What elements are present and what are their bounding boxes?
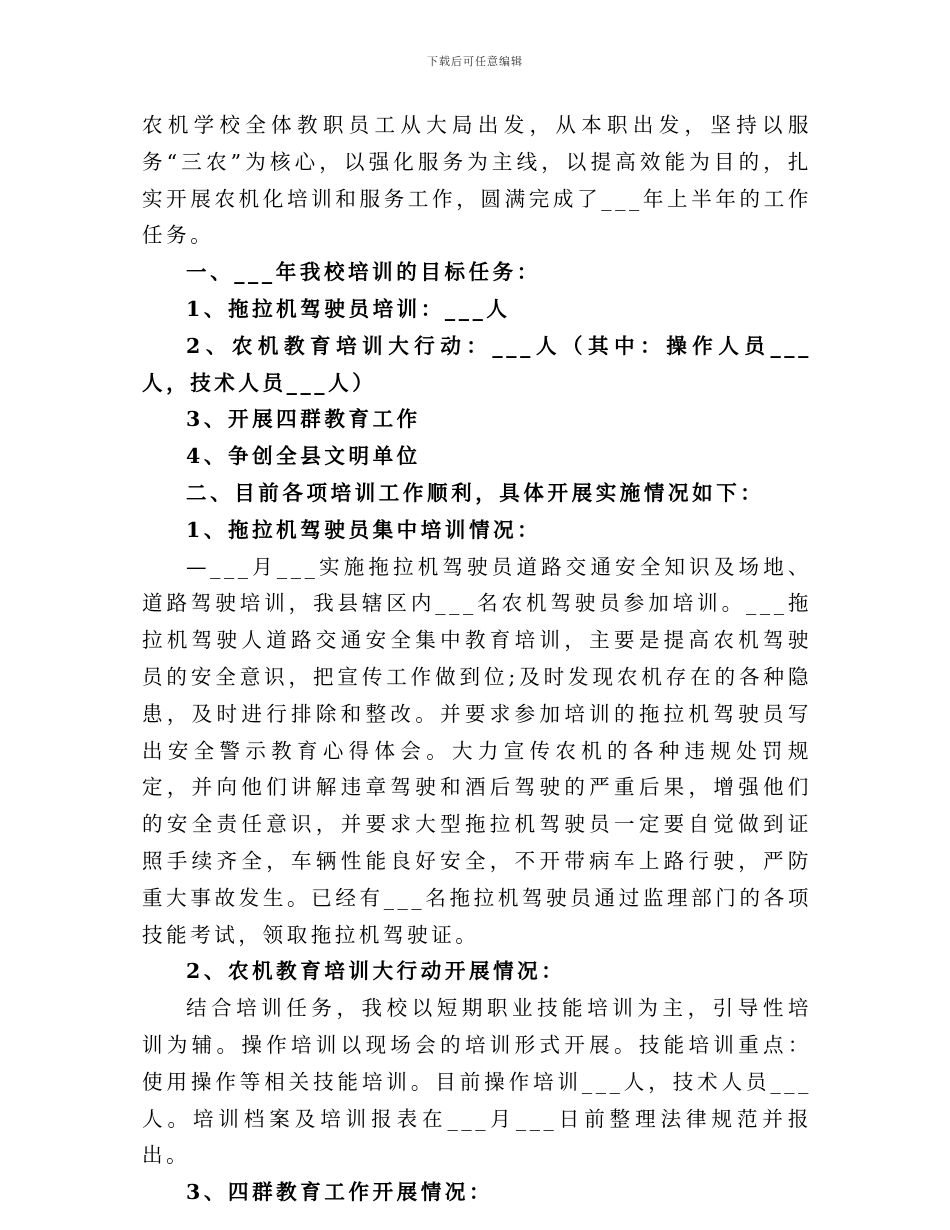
tractor-training-paragraph: —___月___实施拖拉机驾驶员道路交通安全知识及场地、道路驾驶培训，我县辖区内___名农机驾驶员参加培训。___拖拉机驾驶人道路交通安全集中教育培训，主要是提高农机驾驶员的安全意识，把宣传工作做到位;及时发现农机存在的各种隐患，及时进行排除和整改。并要求参加培训的拖拉机驾驶员写出安全警示教育心得体会。大力宣传农机的各种违规处罚规定，并向他们讲解违章驾驶和酒后驾驶的严重后果，增强他们的安全责任意识，并要求大型拖拉机驾驶员一定要自觉做到证照手续齐全，车辆性能良好安全，不开带病车上路行驶，严防重大事故发生。已经有___名拖拉机驾驶员通过监理部门的各项技能考试，领取拖拉机驾驶证。 xyxy=(142,554,812,947)
intro-paragraph: 农机学校全体教职员工从大局出发，从本职出发，坚持以服务“三农”为核心，以强化服务为主线，以提高效能为目的，扎实开展农机化培训和服务工作，圆满完成了___年上半年的工作任务。 xyxy=(142,113,812,248)
target-item-3: 3、开展四群教育工作 xyxy=(186,407,421,432)
header-note: 下载后可任意编辑 xyxy=(427,55,523,68)
target-item-1: 1、拖拉机驾驶员培训：___人 xyxy=(186,296,511,321)
document-body xyxy=(142,107,812,1211)
target-item-4: 4、争创全县文明单位 xyxy=(186,444,421,469)
section-heading-progress: 二、目前各项培训工作顺利，具体开展实施情况如下： xyxy=(186,480,765,505)
section-heading-targets: 一、___年我校培训的目标任务： xyxy=(186,260,541,285)
target-item-2: 2、农机教育培训大行动：___人（其中：操作人员___人，技术人员___人） xyxy=(142,333,812,395)
education-campaign-paragraph: 结合培训任务，我校以短期职业技能培训为主，引导性培训为辅。操作培训以现场会的培训形式开展。技能培训重点：使用操作等相关技能培训。目前操作培训___人，技术人员___人。培训档案及培训报表在___月___日前整理法律规范并报出。 xyxy=(142,996,812,1168)
subheading-education-campaign: 2、农机教育培训大行动开展情况： xyxy=(186,959,566,984)
subheading-tractor-training: 1、拖拉机驾驶员集中培训情况： xyxy=(186,517,542,542)
subheading-four-groups: 3、四群教育工作开展情况： xyxy=(186,1180,494,1205)
